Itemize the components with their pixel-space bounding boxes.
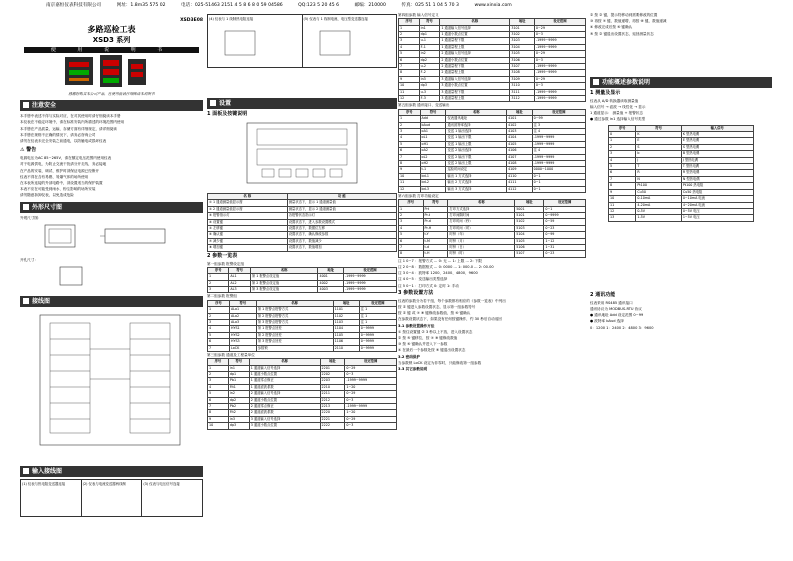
company-name: 南京嘉恒仪表科技有限公司: [46, 3, 102, 8]
section-wiring: 接线图: [20, 296, 203, 307]
table-row: 2 ALo2 第 2 报警点报警方式 1102 注 1: [208, 313, 397, 319]
device-photo-1: [65, 57, 93, 85]
table-row: 3 b B 型热电偶: [609, 151, 754, 157]
column-1: [20, 12, 203, 558]
table-row: 4 HYS1 第 1 报警点回差 1104 0~9999: [208, 326, 397, 332]
panel-drawing: [207, 119, 397, 189]
alert-line: 对于电源供电，为防止交流干扰请分开走线，务必接地: [20, 162, 107, 167]
column-2: [207, 12, 397, 558]
table-row: 5 T T 型热电偶: [609, 164, 754, 170]
alert-line: 在本表所连接的外部电路中，须设置适当的保护装置: [20, 181, 103, 186]
setting-line: ① 按住设置键 ② 3 秒以上不放，进入设置状态: [398, 329, 473, 334]
section-safety: 注意安全: [20, 100, 203, 111]
table-row: 2 AL2 第 2 报警点设定值 4002 -1999~9999: [208, 280, 397, 286]
table-row: 2 S S 型热电偶: [609, 144, 754, 150]
param-table-1: 序号 符号 名称 地址 设定范围 1 AL1 第 1 报警点设定值 4001 -1999~9999 2 AL2 第 2 报警点设定值 4002 -1999~9999 3 AL3 第 3 报警点设定值 4003 -1999~9999: [207, 267, 397, 294]
input-wiring-1: (1) 仪表与热电阻变送器连接: [21, 480, 82, 516]
comm-line: 通讯协议为 MODBUS-RTU 协议: [590, 306, 642, 311]
setting-line: ③ 按 ⑥ 键确认并进入下一参数: [398, 342, 448, 347]
table-row: 5 HYS2 第 2 报警点回差 1105 0~9999: [208, 332, 397, 338]
device-photo-3: [128, 59, 146, 85]
table-row: 10 dp3 3 通道小数点位置 2222 0~3: [208, 423, 397, 429]
table-row: 4 Fit1 1 通道滤波系数 2210 1~20: [208, 384, 397, 390]
comm-line: ● 波特率 bAud 选择: [590, 319, 624, 324]
table-row: 10 dp3 3 通道小数点位置 3110 0~3: [399, 83, 586, 89]
params-heading: 2 参数一览表: [207, 252, 238, 259]
table-row: 1 AL1 第 1 报警点设定值 4001 -1999~9999: [208, 274, 397, 280]
param-table-5: 序号 符号 名称 地址 设定范围 1 Add 仪表通讯地址 4101 0~99 2 bAud 通讯波特率选择 4102 注 3 3 oA1 变送 1 输出选择 4103 注 4 4 oL1 变送 1 输出下限 4104 -1999~9999 5 oH1 变送 1 输出上限 4105 -1999~9999 6 oA2 变送 2 输出选择 4106 注 4 7 oL2 变送 2 输出下限 4107 -1999~9999 8 oH2 变送 2 输出上限 4108 -1999~9999 9 t-1 巡检时间设定 4109 0000~1000 10 bd-1 输出 1 方式选择 4110 0~1 11 bd-2 输出 2 方式选择 4111 0~1 12 bd-3 输出 3 方式选择 4112 0~1: [398, 109, 586, 193]
table-row: 10 bd-1 输出 1 方式选择 4110 0~1: [399, 173, 586, 179]
table-row: 8 F-2 2 通道量程上限 3108 -1999~9999: [399, 70, 586, 76]
table-row: ② 2 通道测量值显示窗 测量状态下，显示 2 通道测量值: [208, 206, 397, 212]
table-row: 8 Fit2 2 通道滤波系数 2220 1~20: [208, 410, 397, 416]
param-table-6: 序号 符号 名称 地址 设定范围 1 Prt 打印方式选择 5001 0~1 2 Pr-t 打印间隔时间 5101 0~9999 3 Pr-d 打印时间（秒） 5102 0~59 4 Pr-H 打印时间（时） 5103 0~23 5 t-Y 时钟（年） 5104 0~99 6 t-M 时钟（月） 5105 1~12 7 t-d 时钟（日） 5106 1~31 8 t-H 时钟（时） 5107 0~23: [398, 199, 586, 258]
table-row: 1 ALo1 第 1 报警点报警方式 1101 注 1: [208, 307, 397, 313]
model-code: XSD3E08: [180, 18, 203, 23]
alert-line: 在产品的安装、调试、维护时须保证电源已经断开: [20, 168, 100, 173]
wiring-diagram: [20, 309, 203, 459]
table-row: ⑥ 确认键 设置状态下，确认修改参数: [208, 232, 397, 238]
setting-line: ② 按 ⑤ 键移位，按 ⑦ ⑧ 键修改数值: [398, 336, 458, 341]
table-row: 6 HYS3 第 3 报警点回差 1106 0~9999: [208, 339, 397, 345]
table-row: ① 1 通道测量值显示窗 测量状态下，显示 1 通道测量值: [208, 200, 397, 206]
table-row: 2 Pr-t 打印间隔时间 5101 0~9999: [399, 212, 586, 218]
param-table-4: 序号 符号 名称 地址 设定范围 1 in1 1 通道输入信号选择 3101 0~29 2 dp1 1 通道小数点位置 3102 0~3 3 u-1 1 通道量程下限 3103 -1999~9999 4 F-1 1 通道量程上限 3104 -1999~9999 5 in2 2 通道输入信号选择 3105 0~29 6 dp2 2 通道小数点位置 3106 0~3 7 u-2 2 通道量程下限 3107 -1999~9999 8 F-2 2 通道量程上限 3108 -1999~9999 9 in3 3 通道输入信号选择 3109 0~29 10 dp3 3 通道小数点位置 3110 0~3 11 u-3 3 通道量程下限 3111 -1999~9999 12 F-3 3 通道量程上限 3112 -1999~9999: [398, 18, 586, 102]
param-table-2: 序号 符号 名称 地址 设定范围 1 ALo1 第 1 报警点报警方式 1101 注 1 2 ALo2 第 2 报警点报警方式 1102 注 1 3 ALo3 第 3 报警点报警方式 1103 注 1 4 HYS1 第 1 报警点回差 1104 0~9999 5 HYS2 第 2 报警点回差 1105 0~9999 6 HYS3 第 3 报警点回差 1106 0~9999 7 LoCK 参数锁 2110 0~9999: [207, 300, 397, 352]
table-row: 12 F-3 3 通道量程上限 3112 -1999~9999: [399, 96, 586, 102]
right-line: ④ 修改完成后按 ⑥ 键确认: [590, 25, 633, 30]
table-row: 12 bd-3 输出 3 方式选择 4112 0~1: [399, 186, 586, 192]
table-row: 7 u-2 2 通道量程下限 3107 -1999~9999: [399, 64, 586, 70]
front-dimension-drawing: [20, 221, 203, 253]
table-row: 7 oL2 变送 2 输出下限 4107 -1999~9999: [399, 154, 586, 160]
table-row: 2 bAud 通讯波特率选择 4102 注 3: [399, 122, 586, 128]
alert-line: 电源电压为AC 85~265V，请在额定电压范围内使用仪表: [20, 156, 112, 161]
note-line: 注 3 0~4 ：波特率 1200、2400、4800、9600: [398, 271, 478, 276]
table-row: 8 t-H 时钟（时） 5107 0~23: [399, 251, 586, 257]
measure-line: 输入信号 → 滤波 → 线性化 → 显示: [590, 105, 646, 110]
table-row: 8 Pt100 Pt100 热电阻: [609, 183, 754, 189]
section-dimensions: 外形尺寸图: [20, 202, 203, 213]
param-table-title: 第五组参数 通讯接口、变送输出: [398, 103, 450, 108]
manual-bar: 使 用 说 明 书: [24, 47, 199, 53]
param-table-title: 第六组参数 打印功能设定: [398, 193, 439, 198]
table-row: 1 in1 1 通道输入信号选择 2201 0~29: [208, 365, 397, 371]
table-row: ③ 报警指示灯 各报警状态指示灯: [208, 213, 397, 219]
setting-line: 按 ② 键 或 ⑦ ⑧ 键修改参数值，按 ⑥ 键确认: [398, 311, 471, 316]
wiring-top-1: (4) 仪表与 1 线制热电阻连接: [208, 15, 303, 67]
table-row: 0 K K 型热电偶: [609, 132, 754, 138]
thanks-note: 感谢您购买本公司产品，在使用前请仔细阅读本说明书: [68, 92, 155, 96]
comm-line: 仪表采用 RS485 通讯接口: [590, 300, 633, 305]
param-table-title: 第三组参数 通道及工程量单位: [207, 352, 255, 357]
comm-line: ● 通讯地址 Add 设定范围 0~99: [590, 313, 644, 318]
table-row: 7 LoCK 参数锁 2110 0~9999: [208, 345, 397, 351]
table-row: 4 Pr-H 打印时间（时） 5103 0~23: [399, 225, 586, 231]
note-line: 注 2 0~8 ：数据格式 ... 0: 0000 ... 1: 000.0 ... 2: 00.00: [398, 265, 494, 270]
table-row: 9 in3 3 通道输入信号选择 2221 0~29: [208, 416, 397, 422]
dim-front-label: 外观尺寸图：: [20, 215, 42, 220]
table-row: 4 oL1 变送 1 输出下限 4104 -1999~9999: [399, 135, 586, 141]
input-wiring-2: (2) 仪表与电流变送器两线制: [82, 480, 143, 516]
wiring-top-2: (5) 仪表与 1 线制电流、电压型变送器连接: [303, 15, 397, 67]
table-row: 7 t-d 时钟（日） 5106 1~31: [399, 245, 586, 251]
table-row: 3 ALo3 第 3 报警点报警方式 1103 注 1: [208, 319, 397, 325]
website: 网址：1.8m35 575 02: [116, 3, 166, 8]
phone: 电话：025-51463 2151 4 5 8 6 8 0 59 04586: [181, 3, 283, 8]
table-row: 3 u-1 1 通道量程下限 3103 -1999~9999: [399, 38, 586, 44]
input-wiring-3: (3) 仪表与电压信号连接: [143, 482, 180, 487]
column-3: [398, 12, 586, 558]
table-row: 6 t-M 时钟（月） 5105 1~12: [399, 238, 586, 244]
setting-line: 在参数设置状态下，如果没有任何按键操作，约 30 秒后自动返回: [398, 317, 502, 322]
input-wiring-boxes: [20, 479, 203, 517]
param-table-3: 序号 符号 名称 地址 设定范围 1 in1 1 通道输入信号选择 2201 0~29 2 dp1 1 通道小数点位置 2202 0~3 3 Pb1 1 通道零点修正 2203 -1999~9999 4 Fit1 1 通道滤波系数 2210 1~20 5 in2 2 通道输入信号选择 2211 0~29 6 dp2 2 通道小数点位置 2212 0~3 7 Pb2 2 通道零点修正 2213 -1999~9999 8 Fit2 2 通道滤波系数 2220 1~20 9 in3 3 通道输入信号选择 2221 0~29 10 dp3 3 通道小数点位置 2222 0~3: [207, 358, 397, 429]
note-line: 注 1 0~7 ：报警方式 ... 0: 无 ... 1: 上限 ... 2: 下限: [398, 258, 482, 263]
table-row: 5 t-Y 时钟（年） 5104 0~99: [399, 232, 586, 238]
setting-line: 按 ② 键进入参数设置状态，显示第一组参数符号: [398, 305, 476, 310]
table-row: 11 bd-2 输出 2 方式选择 4111 0~1: [399, 180, 586, 186]
table-row: 6 dp2 2 通道小数点位置 2212 0~3: [208, 397, 397, 403]
setting-line: ④ 在最后一个参数处按 ⑥ 键退出设置状态: [398, 348, 466, 353]
table-row: 11 u-3 3 通道量程下限 3111 -1999~9999: [399, 89, 586, 95]
table-row: 3 oA1 变送 1 输出选择 4103 注 4: [399, 128, 586, 134]
postcode: 邮编：210000: [354, 3, 386, 8]
wiring-top-boxes: [207, 14, 397, 68]
warning-icon: ⚠: [20, 147, 25, 154]
table-row: 5 in2 2 通道输入信号选择 3105 0~29: [399, 51, 586, 57]
email: www.xinxia.com: [474, 3, 512, 8]
measure-line: 仪表从 A/D 转换器读取测量值: [590, 98, 639, 103]
table-row: 13 1-5V 1~5V 电压: [609, 215, 754, 221]
alert-heading: ⚠ 警告: [20, 147, 37, 154]
measure-line: 1 通道显示： 测量值 + 报警状态: [590, 111, 643, 116]
table-row: 1 E E 型热电偶: [609, 138, 754, 144]
panel-table: 名 称 功 能 ① 1 通道测量值显示窗 测量状态下，显示 1 通道测量值 ② 2 通道测量值显示窗 测量状态下，显示 2 通道测量值 ③ 报警指示灯 各报警状态指示灯 ④ 设置键 设置状态下，进入参数设置模式 ⑤ 左移键 设置状态下，数据位左移 ⑥ 确认键 设置状态下，确认修改参数 ⑦ 减少键 设置状态下，数值减少 ⑧ 增加键 设置状态下，数值增加: [207, 193, 397, 252]
note-line: 注 4 0~5 ：变送输出类型选择: [398, 277, 448, 282]
right-line: ③ 再按 ⑦ 键，数值递增，再按 ⑧ 键，数值递减: [590, 19, 667, 24]
table-row: 7 N N 型热电偶: [609, 176, 754, 182]
table-row: ⑧ 增加键 设置状态下，数值增加: [208, 245, 397, 251]
table-row: 1 Add 仪表通讯地址 4101 0~99: [399, 116, 586, 122]
safety-line: 本仪表在不稳定环境中，请在标准安装内所描述的环境范围内使用: [20, 120, 125, 125]
fax: 传真：025 51 1 04 5 70 3: [401, 3, 459, 8]
measure-line: ● 通过参数 in1 选择输入信号类型: [590, 117, 646, 122]
safety-line: 本手册在规格不正确的情况下，请务必咨询公司: [20, 132, 96, 137]
dim-cut-label: 开孔尺寸：: [20, 257, 38, 262]
table-row: 9 t-1 巡检时间设定 4109 0000~1000: [399, 167, 586, 173]
panel-heading: 1 面板及按键说明: [207, 111, 248, 117]
setting-line: 当参数锁 LoCK 设定为非零时，只能修改第一组参数: [398, 360, 482, 365]
note-line: 注 5 0~1 ：打印方式 0: 定时 1: 手动: [398, 283, 459, 288]
device-photo-2: [100, 55, 122, 87]
table-row: ⑤ 左移键 设置状态下，数据位左移: [208, 226, 397, 232]
safety-line: 本手册在产品质量，运输，存储方面有详细规定，请详细阅读: [20, 126, 118, 131]
alert-line: 仪表不得在含有易燃、易爆气体的场所使用: [20, 174, 89, 179]
param-table-title: 第二组参数 报警组: [207, 294, 237, 299]
table-row: 3 Pr-d 打印时间（秒） 5102 0~59: [399, 219, 586, 225]
alert-line: 本表不应在可能受到雨水、粉尘影响的场所安装: [20, 187, 96, 192]
table-row: 12 0-5V 0~5V 电压: [609, 208, 754, 214]
setting-line: 3.3 其它参数说明: [398, 367, 428, 372]
table-row: ⑦ 减少键 设置状态下，数值减少: [208, 238, 397, 244]
right-line: ⑤ 按 ② 键退出设置状态，返回测量状态: [590, 31, 654, 36]
table-row: ④ 设置键 设置状态下，进入参数设置模式: [208, 219, 397, 225]
signal-table: 序号 符号 输入信号 0 K K 型热电偶 1 E E 型热电偶 2 S S 型热电偶 3 b B 型热电偶 4 J J 型热电偶 5 T T 型热电偶 6 R R 型热电偶 7 N N 型热电偶 8 Pt100 Pt100 热电阻 9 Cu50 Cu50 热电阻 10 0-10mA 0~10mA 电流 11 4-20mA 4~20mA 电流 12 0-5V 0~5V 电压 13 1-5V 1~5V 电压: [608, 125, 754, 222]
table-row: 1 Prt 打印方式选择 5001 0~1: [399, 206, 586, 212]
cutout-dimension-drawing: [20, 263, 203, 289]
table-row: 2 dp1 1 通道小数点位置 3102 0~3: [399, 32, 586, 38]
table-row: 4 J J 型热电偶: [609, 157, 754, 163]
measure-heading: 1 测量及显示: [590, 89, 621, 96]
table-row: 6 dp2 2 通道小数点位置 3106 0~3: [399, 57, 586, 63]
param-table-title: 第四组参数 输入信号定义: [398, 13, 439, 17]
qq: QQ:123 5 20 45 6: [298, 3, 340, 8]
table-row: 3 AL3 第 3 报警点设定值 4003 -1999~9999: [208, 287, 397, 293]
safety-line: 请勿在仪表未完全安装之前通电，以防触电或损坏仪表: [20, 139, 107, 144]
alert-line: 请勿随意拆卸仪表，以免造成危险: [20, 193, 74, 198]
table-row: 7 Pb2 2 通道零点修正 2213 -1999~9999: [208, 403, 397, 409]
section-settings: 设置: [207, 98, 397, 109]
table-row: 9 in3 3 通道输入信号选择 3109 0~29: [399, 76, 586, 82]
comm-line: 0：1200 1：2400 2：4800 3：9600: [590, 325, 654, 330]
table-row: 2 dp1 1 通道小数点位置 2202 0~3: [208, 371, 397, 377]
top-contact-bar: [0, 0, 793, 12]
table-row: 8 oH2 变送 2 输出上限 4108 -1999~9999: [399, 160, 586, 166]
device-photos: [20, 55, 203, 89]
table-row: 6 R R 型热电偶: [609, 170, 754, 176]
comm-heading: 2 通讯功能: [590, 291, 616, 298]
column-4: [590, 12, 772, 558]
table-row: 11 4-20mA 4~20mA 电流: [609, 202, 754, 208]
param-setting-heading: 3 参数设置方法: [398, 289, 434, 296]
table-row: 5 oH1 变送 1 输出上限 4105 -1999~9999: [399, 141, 586, 147]
safety-line: 本手册中表述不得与实际对应，在对其使用时请仔细阅读本手册: [20, 114, 121, 119]
param-table-title: 第一组参数 报警设定组: [207, 261, 245, 266]
table-row: 9 Cu50 Cu50 热电阻: [609, 189, 754, 195]
setting-line: 3.2 密码保护: [398, 354, 420, 359]
table-row: 6 oA2 变送 2 输出选择 4106 注 4: [399, 148, 586, 154]
table-row: 4 F-1 1 通道量程上限 3104 -1999~9999: [399, 44, 586, 50]
right-line: ② 按 ② 键，提示符移动到需要修改的位置: [590, 13, 658, 17]
section-functions: 功能概述参数说明: [590, 77, 772, 88]
table-row: 5 in2 2 通道输入信号选择 2211 0~29: [208, 391, 397, 397]
section-input-wiring: 输入接线图: [20, 466, 203, 477]
table-row: 1 in1 1 通道输入信号选择 3101 0~29: [399, 25, 586, 31]
manual-title: 多路巡检工表: [87, 25, 136, 34]
table-row: 3 Pb1 1 通道零点修正 2203 -1999~9999: [208, 378, 397, 384]
manual-series: XSD3 系列: [92, 36, 131, 44]
setting-line: 仪表的参数分为若干组，每个参数都有相应的《参数一览表》中列出: [398, 298, 506, 303]
table-row: 10 0-10mA 0~10mA 电流: [609, 196, 754, 202]
setting-line: 3.1 参数设置操作方法: [398, 323, 435, 328]
